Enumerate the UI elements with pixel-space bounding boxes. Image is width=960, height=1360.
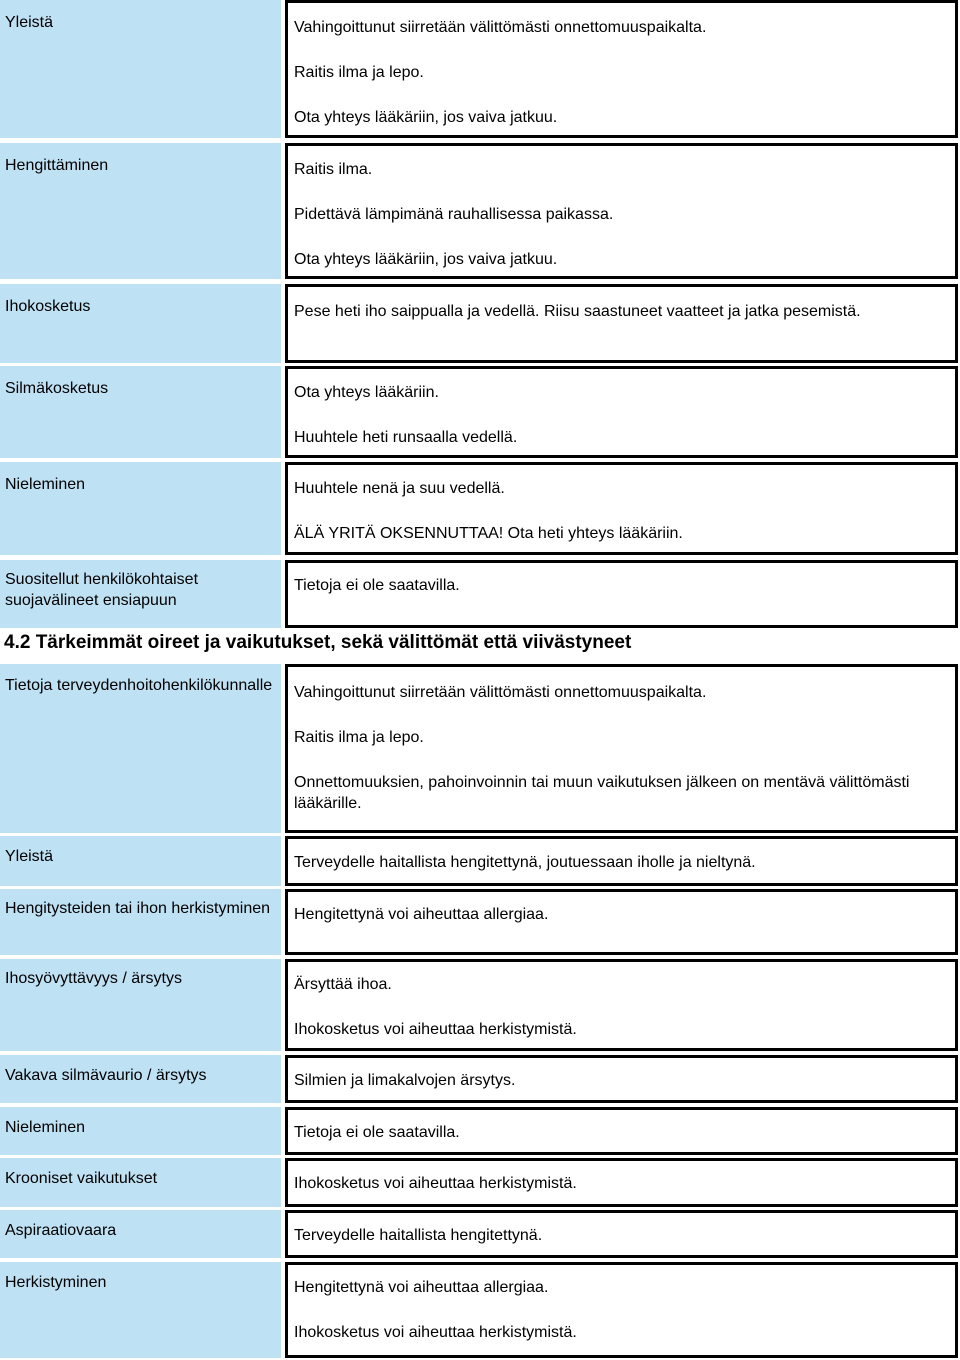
content-line: Raitis ilma ja lepo. — [294, 729, 424, 746]
symptoms-row-skin-irritation — [0, 959, 960, 1051]
content-line: Tietoja ei ole saatavilla. — [294, 1124, 460, 1141]
row-content — [285, 1107, 958, 1155]
symptoms-row-ingestion — [0, 1107, 960, 1155]
row-label: Yleistä — [0, 836, 281, 886]
content-line: Huuhtele nenä ja suu vedellä. — [294, 480, 505, 497]
content-line: Pese heti iho saippualla ja vedellä. Riisu saastuneet vaatteet ja jatka pesemistä. — [294, 303, 861, 320]
content-line: Ota yhteys lääkäriin, jos vaiva jatkuu. — [294, 251, 558, 268]
row-label: Nieleminen — [0, 462, 281, 555]
row-content — [285, 1210, 958, 1258]
row-label: Suositellut henkilökohtaiset suojavälineet ensiapuun — [0, 560, 281, 628]
row-content — [285, 462, 958, 555]
content-line: Ihokosketus voi aiheuttaa herkistymistä. — [294, 1021, 577, 1038]
row-label: Yleistä — [0, 0, 281, 138]
content-line: Silmien ja limakalvojen ärsytys. — [294, 1072, 516, 1089]
first-aid-row-ppe — [0, 560, 960, 628]
row-label: Tietoja terveydenhoitohenkilökunnalle — [0, 664, 281, 833]
first-aid-row-general — [0, 0, 960, 138]
row-content — [285, 889, 958, 955]
row-content — [285, 959, 958, 1051]
symptoms-row-healthcare-info — [0, 664, 960, 833]
content-line: Terveydelle haitallista hengitettynä. — [294, 1227, 543, 1244]
first-aid-row-inhalation — [0, 143, 960, 279]
content-line: Tietoja ei ole saatavilla. — [294, 577, 460, 594]
row-content — [285, 0, 958, 138]
row-content — [285, 1262, 958, 1358]
row-label: Herkistyminen — [0, 1262, 281, 1358]
content-line: Huuhtele heti runsaalla vedellä. — [294, 429, 518, 446]
row-content — [285, 1158, 958, 1207]
first-aid-row-eye — [0, 366, 960, 458]
row-label: Nieleminen — [0, 1107, 281, 1155]
section-heading: 4.2 Tärkeimmät oireet ja vaikutukset, sekä välittömät että viivästyneet — [4, 632, 632, 653]
content-line: Ota yhteys lääkäriin. — [294, 384, 439, 401]
content-line: Hengitettynä voi aiheuttaa allergiaa. — [294, 1279, 549, 1296]
content-line: Vahingoittunut siirretään välittömästi onnettomuuspaikalta. — [294, 684, 707, 701]
row-content — [285, 664, 958, 833]
content-line: Onnettomuuksien, pahoinvoinnin tai muun vaikutuksen jälkeen on mentävä välittömästi lääkärille. — [294, 774, 910, 812]
content-line: Raitis ilma ja lepo. — [294, 64, 424, 81]
symptoms-row-eye-damage — [0, 1055, 960, 1103]
content-line: Terveydelle haitallista hengitettynä, joutuessaan iholle ja nieltynä. — [294, 854, 756, 871]
symptoms-row-sensitisation-2 — [0, 1262, 960, 1358]
first-aid-row-skin — [0, 284, 960, 363]
symptoms-row-aspiration — [0, 1210, 960, 1258]
content-line: Ota yhteys lääkäriin, jos vaiva jatkuu. — [294, 109, 558, 126]
content-line: Hengitettynä voi aiheuttaa allergiaa. — [294, 906, 549, 923]
row-label: Vakava silmävaurio / ärsytys — [0, 1055, 281, 1103]
content-line: ÄLÄ YRITÄ OKSENNUTTAA! Ota heti yhteys lääkäriin. — [294, 525, 683, 542]
row-content — [285, 143, 958, 279]
content-line: Vahingoittunut siirretään välittömästi onnettomuuspaikalta. — [294, 19, 707, 36]
content-line: Raitis ilma. — [294, 161, 373, 178]
first-aid-row-ingestion — [0, 462, 960, 555]
row-label: Aspiraatiovaara — [0, 1210, 281, 1258]
row-content — [285, 836, 958, 886]
row-label: Ihosyövyttävyys / ärsytys — [0, 959, 281, 1051]
content-line: Ärsyttää ihoa. — [294, 976, 392, 993]
row-label: Krooniset vaikutukset — [0, 1158, 281, 1207]
row-content — [285, 560, 958, 628]
symptoms-row-chronic — [0, 1158, 960, 1207]
content-line: Ihokosketus voi aiheuttaa herkistymistä. — [294, 1324, 577, 1341]
row-label: Silmäkosketus — [0, 366, 281, 458]
symptoms-row-sensitisation — [0, 889, 960, 955]
row-content — [285, 284, 958, 363]
row-content — [285, 366, 958, 458]
content-line: Pidettävä lämpimänä rauhallisessa paikassa. — [294, 206, 614, 223]
row-content — [285, 1055, 958, 1103]
content-line: Ihokosketus voi aiheuttaa herkistymistä. — [294, 1175, 577, 1192]
row-label: Hengitysteiden tai ihon herkistyminen — [0, 889, 281, 955]
symptoms-row-general — [0, 836, 960, 886]
row-label: Hengittäminen — [0, 143, 281, 279]
row-label: Ihokosketus — [0, 284, 281, 363]
